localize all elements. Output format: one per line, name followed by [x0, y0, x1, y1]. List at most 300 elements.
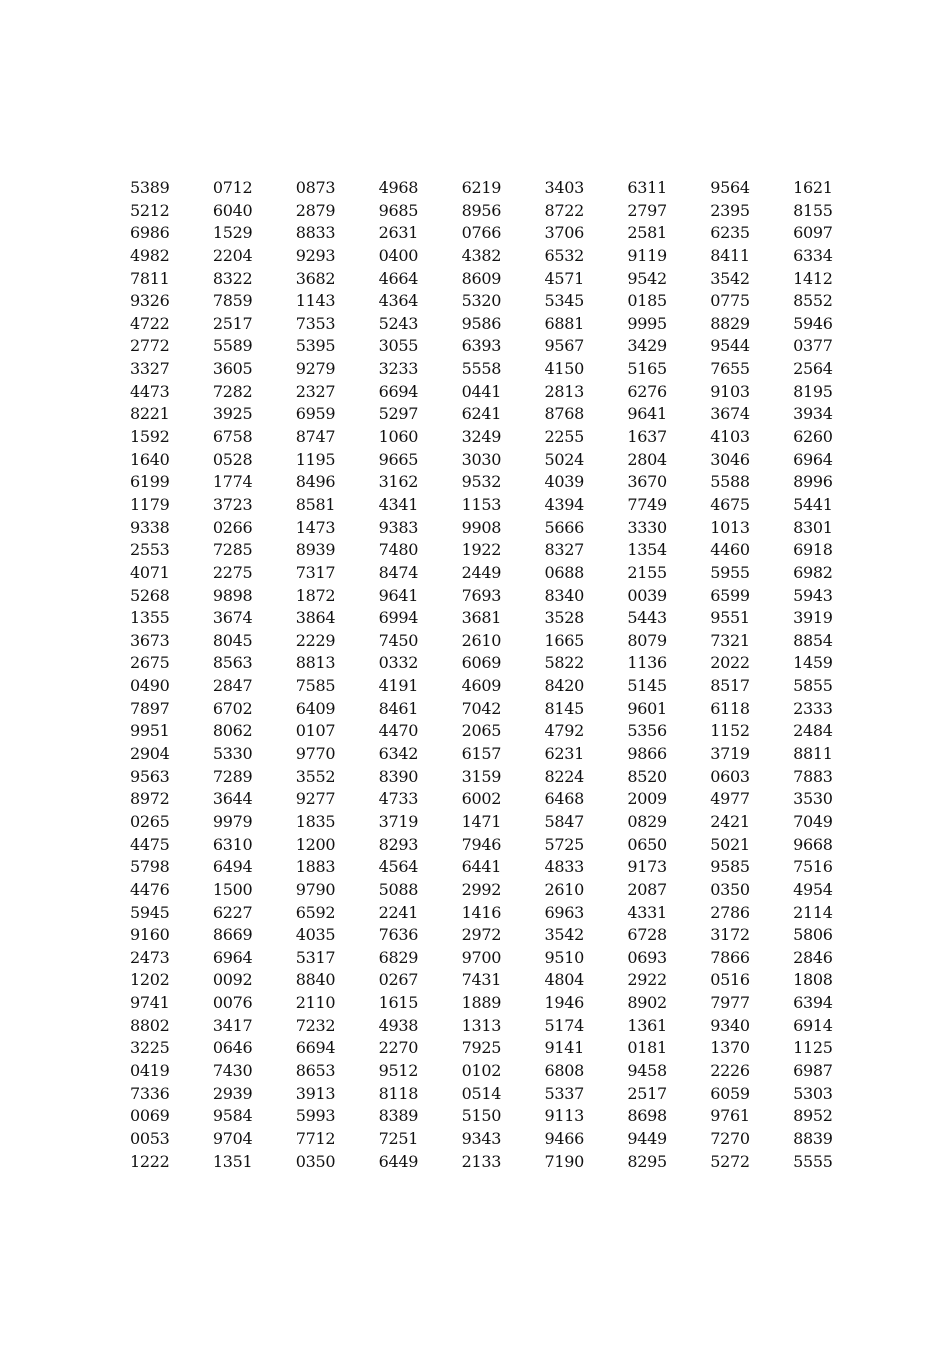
table-cell: 6311 [627, 178, 667, 197]
table-cell: 2879 [295, 200, 336, 220]
table-cell: 4473 [130, 381, 170, 401]
table-cell: 7321 [710, 630, 750, 650]
table-cell: 6829 [378, 947, 419, 967]
table-cell: 3682 [295, 268, 336, 288]
table-cell: 9586 [461, 313, 502, 333]
table-cell: 4954 [793, 879, 833, 899]
table-cell: 0332 [378, 653, 419, 673]
table-cell: 5389 [130, 178, 170, 197]
table-cell: 6441 [461, 857, 502, 877]
table-cell: 8833 [295, 223, 336, 243]
table-cell: 8609 [461, 268, 502, 288]
table-cell: 0400 [378, 245, 419, 265]
table-cell: 4039 [544, 472, 584, 492]
table-cell: 8956 [461, 200, 502, 220]
table-cell: 5268 [130, 585, 170, 605]
table-cell: 0107 [295, 721, 336, 741]
table-cell: 0688 [544, 562, 584, 582]
table-cell: 0039 [627, 585, 667, 605]
table-cell: 3249 [461, 427, 502, 447]
table-cell: 1370 [710, 1038, 750, 1058]
table-cell: 8768 [544, 404, 584, 424]
table-cell: 0181 [627, 1038, 667, 1058]
table-cell: 2087 [627, 879, 667, 899]
table-cell: 1412 [793, 268, 833, 288]
table-row [130, 517, 850, 540]
table-cell: 3674 [212, 608, 253, 628]
table-cell: 2114 [793, 902, 833, 922]
table-cell: 0265 [130, 811, 170, 831]
table-row [130, 200, 850, 223]
table-cell: 0267 [378, 970, 419, 990]
table-cell: 5320 [461, 291, 502, 311]
table-cell: 6231 [544, 744, 584, 764]
table-cell: 9160 [130, 925, 170, 945]
table-row [130, 562, 850, 585]
table-cell: 1195 [295, 449, 336, 469]
table-cell: 5303 [793, 1083, 833, 1103]
table-cell: 8327 [544, 540, 584, 560]
table-cell: 7282 [212, 381, 253, 401]
table-cell: 5798 [130, 857, 170, 877]
table-cell: 4364 [378, 291, 419, 311]
table-cell: 0069 [130, 1106, 170, 1126]
table-cell: 7289 [212, 766, 253, 786]
table-cell: 8224 [544, 766, 584, 786]
table-cell: 5395 [295, 336, 336, 356]
table-cell: 6982 [793, 562, 833, 582]
table-cell: 1529 [212, 223, 253, 243]
table-cell: 4071 [130, 562, 170, 582]
table-cell: 4470 [378, 721, 419, 741]
table-cell: 1361 [627, 1015, 667, 1035]
table-cell: 0712 [212, 178, 253, 197]
table-cell: 2229 [295, 630, 336, 650]
table-cell: 4938 [378, 1015, 419, 1035]
table-cell: 2517 [212, 313, 253, 333]
table-cell: 0076 [212, 993, 253, 1013]
table-cell: 4833 [544, 857, 584, 877]
table-cell: 7977 [710, 993, 750, 1013]
table-cell: 9601 [627, 698, 667, 718]
table-cell: 2275 [212, 562, 253, 582]
table-cell: 7190 [544, 1151, 584, 1171]
table-cell: 6963 [544, 902, 584, 922]
table-cell: 4664 [378, 268, 419, 288]
table-cell: 8062 [212, 721, 253, 741]
table-cell: 4476 [130, 879, 170, 899]
table-cell: 2327 [295, 381, 336, 401]
table-cell: 1416 [461, 902, 502, 922]
table-cell: 2133 [461, 1151, 502, 1171]
table-cell: 2484 [793, 721, 833, 741]
table-cell: 3542 [544, 925, 584, 945]
table-cell: 9512 [378, 1060, 419, 1080]
table-cell: 6808 [544, 1060, 584, 1080]
table-cell: 5441 [793, 494, 833, 514]
table-cell: 6914 [793, 1015, 833, 1035]
table-cell: 8698 [627, 1106, 667, 1126]
table-cell: 2992 [461, 879, 502, 899]
table-cell: 9761 [710, 1106, 750, 1126]
table-cell: 1889 [461, 993, 502, 1013]
table-cell: 4968 [378, 178, 419, 197]
table-cell: 7712 [295, 1128, 336, 1148]
table-cell: 9567 [544, 336, 584, 356]
table-cell: 5822 [544, 653, 584, 673]
table-cell: 6728 [627, 925, 667, 945]
table-cell: 3528 [544, 608, 584, 628]
table-cell: 3681 [461, 608, 502, 628]
table-cell: 9277 [295, 789, 336, 809]
table-cell: 7693 [461, 585, 502, 605]
table-cell: 9951 [130, 721, 170, 741]
table-cell: 6040 [212, 200, 253, 220]
table-cell: 5946 [793, 313, 833, 333]
table-cell: 5356 [627, 721, 667, 741]
table-cell: 8802 [130, 1015, 170, 1035]
table-cell: 2922 [627, 970, 667, 990]
table-cell: 0766 [461, 223, 502, 243]
table-cell: 9700 [461, 947, 502, 967]
table-cell: 8520 [627, 766, 667, 786]
table-cell: 8295 [627, 1151, 667, 1171]
table-cell: 2449 [461, 562, 502, 582]
table-row [130, 1105, 850, 1128]
table-cell: 1872 [295, 585, 336, 605]
table-cell: 9279 [295, 359, 336, 379]
table-cell: 3719 [378, 811, 419, 831]
table-cell: 5855 [793, 676, 833, 696]
table-cell: 7232 [295, 1015, 336, 1035]
table-row [130, 494, 850, 517]
table-cell: 2564 [793, 359, 833, 379]
table-row [130, 381, 850, 404]
table-cell: 1351 [212, 1151, 253, 1171]
table-row [130, 698, 850, 721]
table-row [130, 585, 850, 608]
table-cell: 5806 [793, 925, 833, 945]
table-cell: 3605 [212, 359, 253, 379]
table-cell: 0775 [710, 291, 750, 311]
table-cell: 4733 [378, 789, 419, 809]
table-cell: 2813 [544, 381, 584, 401]
table-cell: 1459 [793, 653, 833, 673]
table-cell: 2517 [627, 1083, 667, 1103]
table-row [130, 1083, 850, 1106]
table-cell: 9908 [461, 517, 502, 537]
table-cell: 3030 [461, 449, 502, 469]
table-cell: 5150 [461, 1106, 502, 1126]
table-cell: 3719 [710, 744, 750, 764]
table-cell: 9551 [710, 608, 750, 628]
table-cell: 6059 [710, 1083, 750, 1103]
table-row [130, 268, 850, 291]
table-cell: 8722 [544, 200, 584, 220]
table-row [130, 539, 850, 562]
table-cell: 3552 [295, 766, 336, 786]
table-cell: 1354 [627, 540, 667, 560]
table-cell: 4804 [544, 970, 584, 990]
table-cell: 5993 [295, 1106, 336, 1126]
table-row [130, 1037, 850, 1060]
table-row [130, 607, 850, 630]
table-cell: 8854 [793, 630, 833, 650]
table-cell: 6494 [212, 857, 253, 877]
table-cell: 2155 [627, 562, 667, 582]
table-cell: 8996 [793, 472, 833, 492]
table-cell: 9466 [544, 1128, 584, 1148]
table-cell: 1922 [461, 540, 502, 560]
table-cell: 6227 [212, 902, 253, 922]
table-cell: 1640 [130, 449, 170, 469]
table-cell: 6702 [212, 698, 253, 718]
table-cell: 7336 [130, 1083, 170, 1103]
table-cell: 9665 [378, 449, 419, 469]
table-cell: 8390 [378, 766, 419, 786]
table-cell: 6694 [378, 381, 419, 401]
table-row [130, 969, 850, 992]
table-cell: 2270 [378, 1038, 419, 1058]
table-cell: 6694 [295, 1038, 336, 1058]
table-cell: 7430 [212, 1060, 253, 1080]
table-cell: 6002 [461, 789, 502, 809]
table-cell: 8581 [295, 494, 336, 514]
table-cell: 2421 [710, 811, 750, 831]
table-cell: 3172 [710, 925, 750, 945]
table-cell: 7431 [461, 970, 502, 990]
table-cell: 5725 [544, 834, 584, 854]
table-row [130, 743, 850, 766]
table-cell: 8840 [295, 970, 336, 990]
table-cell: 2333 [793, 698, 833, 718]
table-row [130, 947, 850, 970]
table-cell: 8552 [793, 291, 833, 311]
table-cell: 1200 [295, 834, 336, 854]
table-cell: 2553 [130, 540, 170, 560]
table-cell: 9790 [295, 879, 336, 899]
table-cell: 8839 [793, 1128, 833, 1148]
table-cell: 8195 [793, 381, 833, 401]
table-cell: 2009 [627, 789, 667, 809]
table-cell: 9173 [627, 857, 667, 877]
table-row [130, 313, 850, 336]
table-cell: 5024 [544, 449, 584, 469]
table-cell: 8301 [793, 517, 833, 537]
table-cell: 2395 [710, 200, 750, 220]
table-cell: 6599 [710, 585, 750, 605]
table-cell: 9685 [378, 200, 419, 220]
table-cell: 2904 [130, 744, 170, 764]
table-cell: 2610 [544, 879, 584, 899]
table-cell: 6097 [793, 223, 833, 243]
table-cell: 8972 [130, 789, 170, 809]
table-cell: 6394 [793, 993, 833, 1013]
table-cell: 2846 [793, 947, 833, 967]
table-cell: 2847 [212, 676, 253, 696]
table-cell: 5337 [544, 1083, 584, 1103]
table-cell: 5174 [544, 1015, 584, 1035]
table-cell: 2204 [212, 245, 253, 265]
table-cell: 5145 [627, 676, 667, 696]
table-cell: 8653 [295, 1060, 336, 1080]
table-cell: 1883 [295, 857, 336, 877]
table-cell: 1152 [710, 721, 750, 741]
random-number-table [130, 177, 850, 1173]
table-cell: 2939 [212, 1083, 253, 1103]
table-cell: 1202 [130, 970, 170, 990]
table-cell: 8939 [295, 540, 336, 560]
table-cell: 0650 [627, 834, 667, 854]
table-cell: 2022 [710, 653, 750, 673]
table-cell: 3644 [212, 789, 253, 809]
table-cell: 8293 [378, 834, 419, 854]
table-cell: 8829 [710, 313, 750, 333]
table-cell: 0092 [212, 970, 253, 990]
table-cell: 1125 [793, 1038, 833, 1058]
table-cell: 1153 [461, 494, 502, 514]
table-row [130, 1015, 850, 1038]
table-cell: 2110 [295, 993, 336, 1013]
table-cell: 4191 [378, 676, 419, 696]
table-cell: 1471 [461, 811, 502, 831]
table-cell: 6219 [461, 178, 502, 197]
table-row [130, 358, 850, 381]
table-cell: 4103 [710, 427, 750, 447]
table-cell: 6409 [295, 698, 336, 718]
table-cell: 9532 [461, 472, 502, 492]
table-cell: 5588 [710, 472, 750, 492]
table-cell: 6241 [461, 404, 502, 424]
table-cell: 1665 [544, 630, 584, 650]
table-cell: 5212 [130, 200, 170, 220]
table-cell: 0528 [212, 449, 253, 469]
table-cell: 6592 [295, 902, 336, 922]
table-cell: 2631 [378, 223, 419, 243]
table-cell: 5330 [212, 744, 253, 764]
table-cell: 7353 [295, 313, 336, 333]
table-cell: 9458 [627, 1060, 667, 1080]
table-cell: 0516 [710, 970, 750, 990]
table-cell: 6260 [793, 427, 833, 447]
table-cell: 5317 [295, 947, 336, 967]
table-row [130, 902, 850, 925]
table-cell: 9641 [378, 585, 419, 605]
table-cell: 9293 [295, 245, 336, 265]
table-cell: 2065 [461, 721, 502, 741]
table-cell: 3233 [378, 359, 419, 379]
table-cell: 7636 [378, 925, 419, 945]
table-cell: 7480 [378, 540, 419, 560]
table-cell: 6334 [793, 245, 833, 265]
table-cell: 3429 [627, 336, 667, 356]
table-cell: 2610 [461, 630, 502, 650]
table-row [130, 245, 850, 268]
table-cell: 6986 [130, 223, 170, 243]
table-cell: 0266 [212, 517, 253, 537]
table-cell: 3670 [627, 472, 667, 492]
table-row [130, 177, 850, 200]
table-cell: 3674 [710, 404, 750, 424]
table-row [130, 403, 850, 426]
table-cell: 6959 [295, 404, 336, 424]
table-cell: 6758 [212, 427, 253, 447]
table-cell: 9141 [544, 1038, 584, 1058]
table-row [130, 834, 850, 857]
table-cell: 6069 [461, 653, 502, 673]
table-cell: 6235 [710, 223, 750, 243]
table-cell: 1946 [544, 993, 584, 1013]
table-cell: 8813 [295, 653, 336, 673]
table-row [130, 924, 850, 947]
table-cell: 6468 [544, 789, 584, 809]
table-cell: 3327 [130, 359, 170, 379]
table-cell: 4609 [461, 676, 502, 696]
table-cell: 1013 [710, 517, 750, 537]
table-cell: 6199 [130, 472, 170, 492]
table-cell: 7516 [793, 857, 833, 877]
table-cell: 7655 [710, 359, 750, 379]
table-cell: 4150 [544, 359, 584, 379]
table-cell: 4564 [378, 857, 419, 877]
table-cell: 5955 [710, 562, 750, 582]
table-cell: 9343 [461, 1128, 502, 1148]
table-cell: 6342 [378, 744, 419, 764]
table-cell: 9979 [212, 811, 253, 831]
table-cell: 7450 [378, 630, 419, 650]
table-cell: 3673 [130, 630, 170, 650]
table-cell: 2473 [130, 947, 170, 967]
table-cell: 4792 [544, 721, 584, 741]
table-cell: 0053 [130, 1128, 170, 1148]
table-cell: 1143 [295, 291, 336, 311]
table-cell: 1774 [212, 472, 253, 492]
table-cell: 2241 [378, 902, 419, 922]
table-cell: 8952 [793, 1106, 833, 1126]
table-cell: 1179 [130, 494, 170, 514]
table-row [130, 222, 850, 245]
table-cell: 3542 [710, 268, 750, 288]
table-cell: 6964 [212, 947, 253, 967]
table-cell: 6987 [793, 1060, 833, 1080]
table-cell: 0350 [710, 879, 750, 899]
table-cell: 8389 [378, 1106, 419, 1126]
table-cell: 5945 [130, 902, 170, 922]
table-row [130, 471, 850, 494]
table-row [130, 879, 850, 902]
table-cell: 2581 [627, 223, 667, 243]
table-cell: 5088 [378, 879, 419, 899]
table-cell: 3919 [793, 608, 833, 628]
table-row [130, 675, 850, 698]
table-cell: 0873 [295, 178, 336, 197]
table-cell: 0441 [461, 381, 502, 401]
table-cell: 9510 [544, 947, 584, 967]
table-cell: 7859 [212, 291, 253, 311]
table-cell: 4035 [295, 925, 336, 945]
table-cell: 1060 [378, 427, 419, 447]
table-cell: 5558 [461, 359, 502, 379]
table-cell: 3530 [793, 789, 833, 809]
table-row [130, 766, 850, 789]
table-cell: 8118 [378, 1083, 419, 1103]
table-cell: 1313 [461, 1015, 502, 1035]
table-cell: 5943 [793, 585, 833, 605]
table-cell: 9119 [627, 245, 667, 265]
table-cell: 3925 [212, 404, 253, 424]
table-row [130, 335, 850, 358]
table-row [130, 1151, 850, 1174]
